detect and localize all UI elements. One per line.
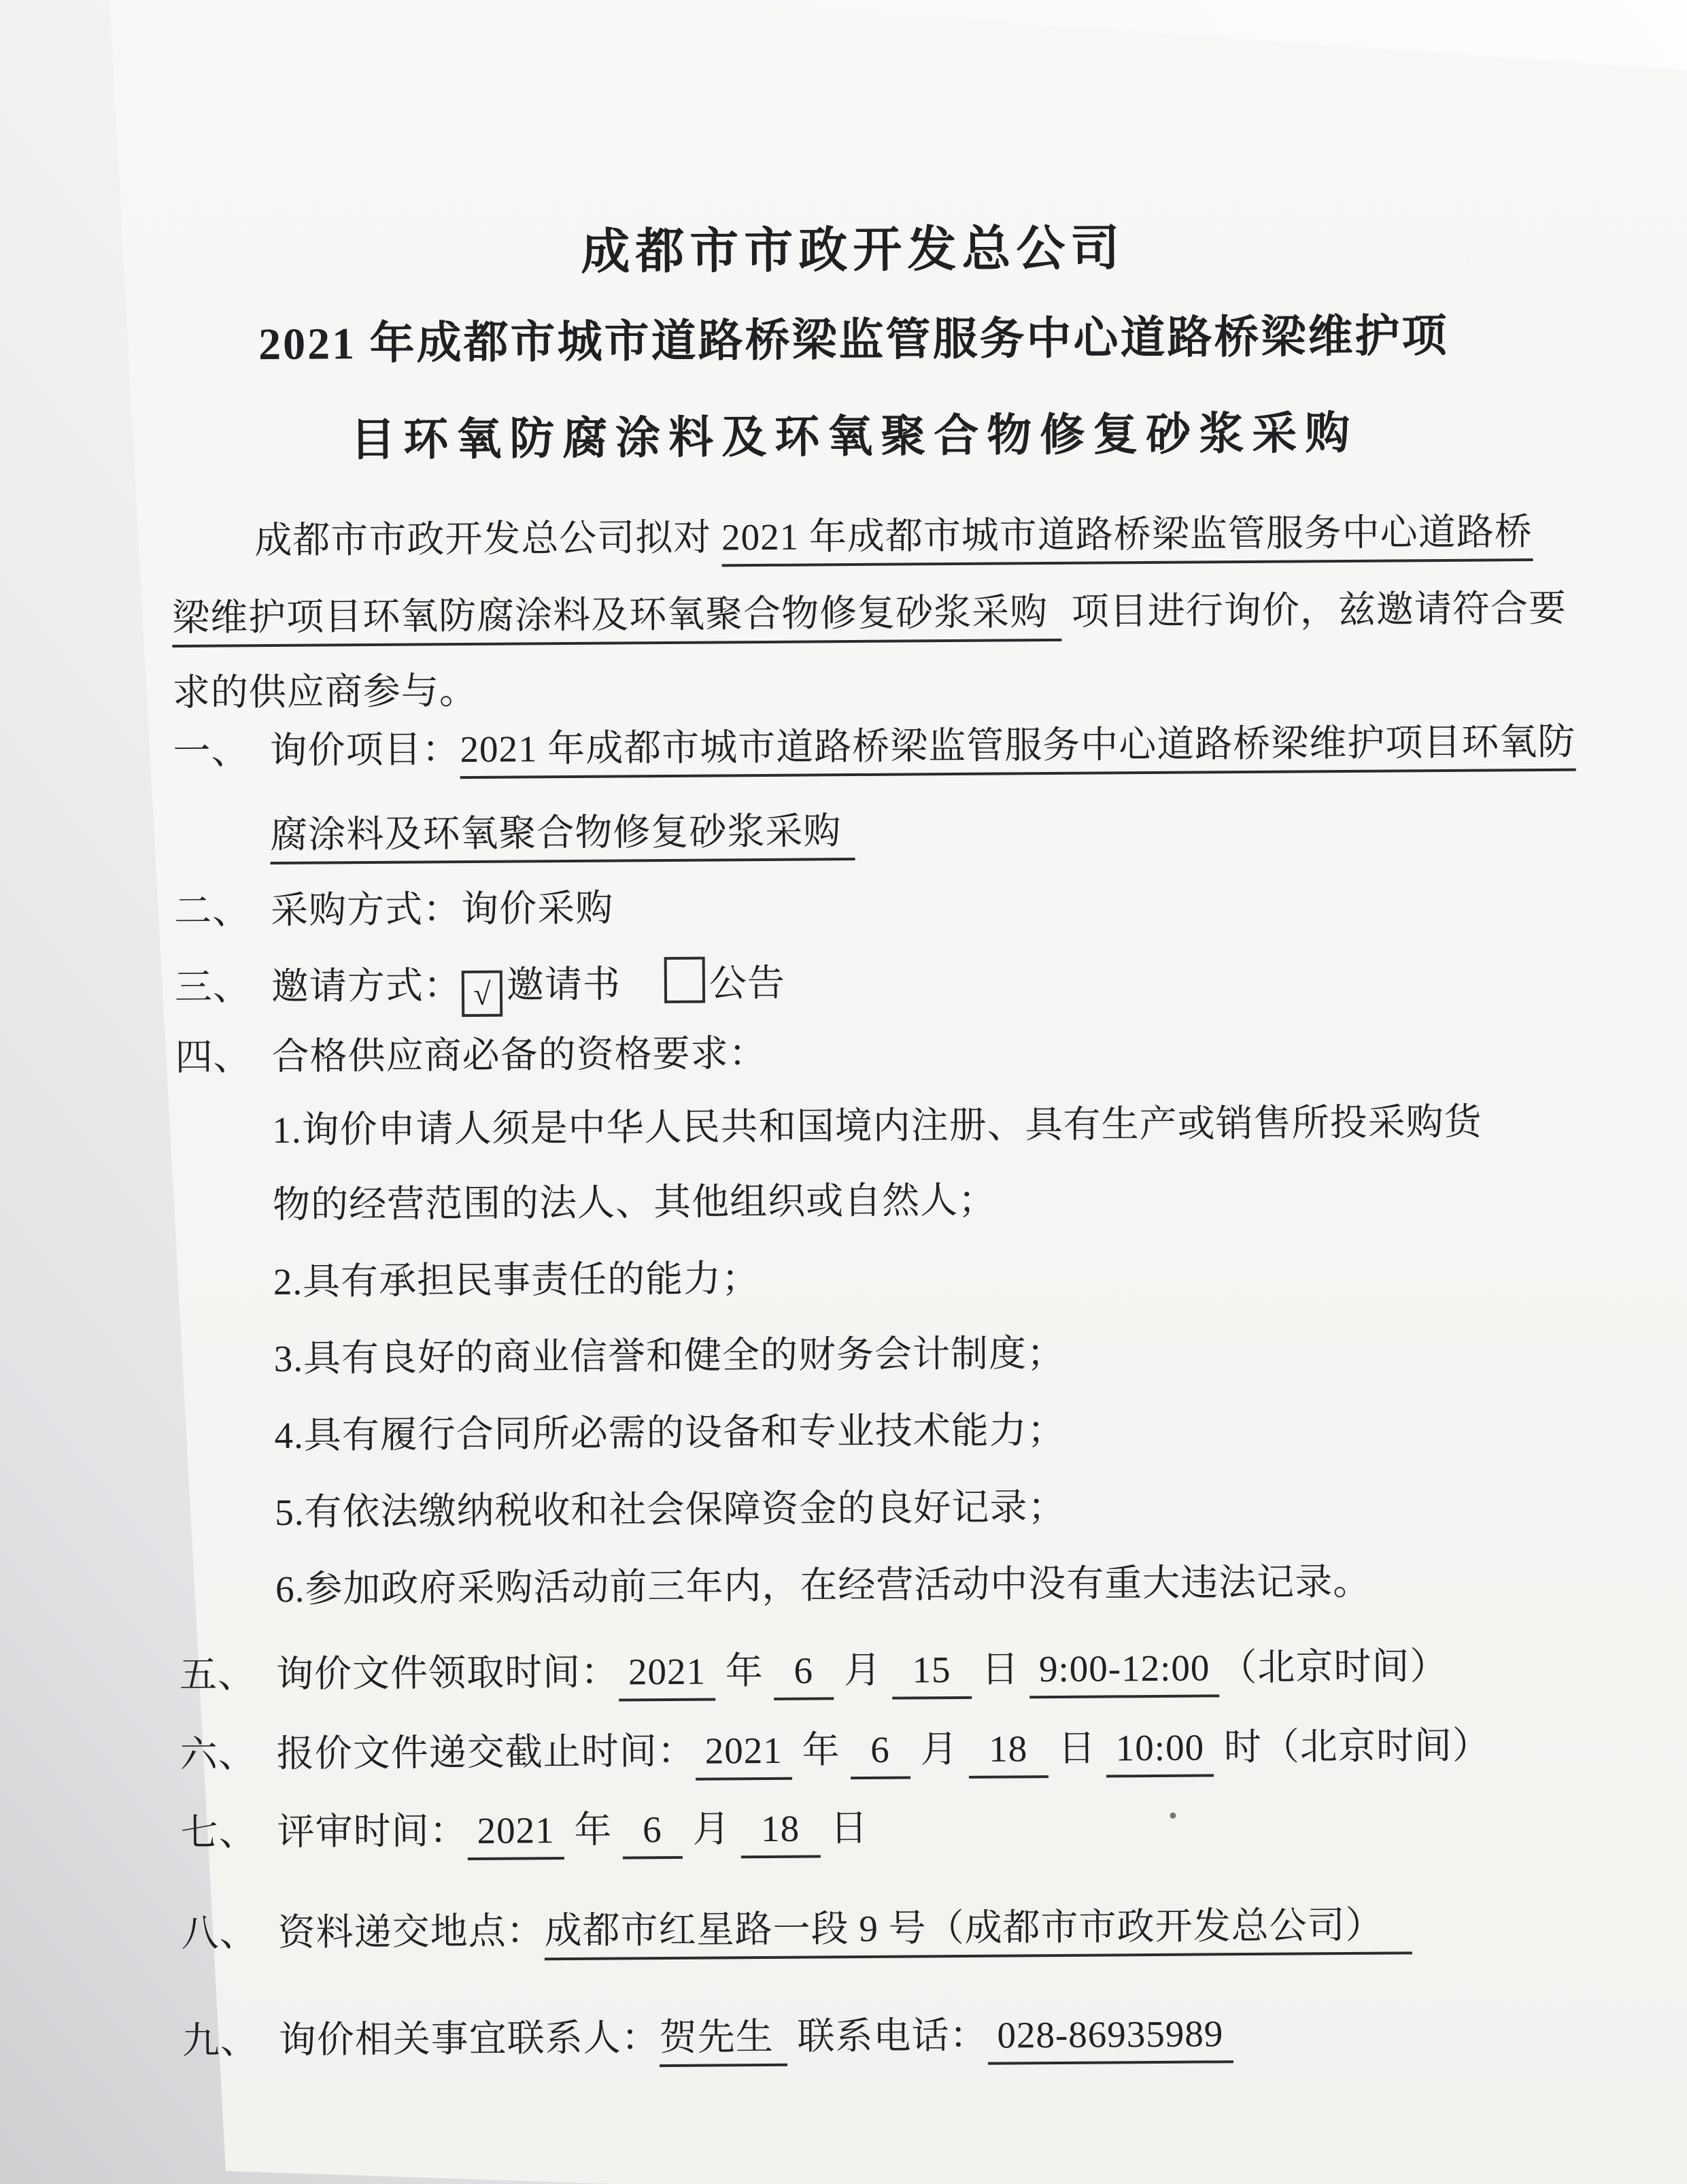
review-year-unit: 年 (574, 1809, 613, 1851)
item-3 (175, 951, 1542, 1019)
doc-title-line-2: 目环氧防腐涂料及环氧聚合物修复砂浆采购 (350, 408, 1359, 466)
item-4-sub-3 (177, 1325, 1640, 1384)
deadline-year: 2021 (696, 1729, 793, 1781)
intro-prefix: 成都市市政开发总公司拟对 (254, 516, 722, 562)
item-4-sub-2 (177, 1248, 1640, 1307)
item-2-value: 询价采购 (460, 887, 614, 930)
item-4-number: 四、 (175, 1036, 252, 1079)
contact-name-underline: 贺先生 (659, 2015, 787, 2068)
pickup-month: 6 (773, 1649, 834, 1700)
deadline-day-unit: 日 (1057, 1727, 1097, 1769)
item-9 (182, 2007, 1549, 2070)
pickup-year: 2021 (619, 1649, 716, 1701)
item-4-sub-4 (177, 1402, 1641, 1461)
item-9-number: 九、 (182, 2019, 258, 2062)
project-name-underline-2: 梁维护项目环氧防腐涂料及环氧聚合物修复砂浆采购 (172, 590, 1062, 648)
pickup-day: 15 (891, 1648, 972, 1700)
item-2-number: 二、 (173, 890, 251, 933)
intro-rest: 项目进行询价，兹邀请符合要 (1061, 587, 1567, 633)
pickup-day-unit: 日 (981, 1648, 1020, 1690)
item-4-sub-1-wrap: 物的经营范围的法人、其他组织或自然人； (272, 1179, 997, 1226)
item-4-sub-5 (178, 1479, 1641, 1538)
item-5-label: 询价文件领取时间： (275, 1651, 619, 1696)
deadline-time: 10:00 (1106, 1726, 1214, 1777)
item-3-option-1: 邀请书 (506, 963, 621, 1006)
item-1-label: 询价项目： (269, 728, 460, 772)
phone-number-underline: 028-86935989 (987, 2012, 1233, 2065)
project-name-underline-1: 2021 年成都市城市道路桥梁监管服务中心道路桥 (721, 510, 1533, 567)
sub-1-number: 1. (272, 1109, 302, 1152)
item-8 (181, 1900, 1548, 1963)
item-6 (180, 1721, 1548, 1784)
sub-6-number: 6. (275, 1568, 305, 1611)
org-title: 成都市市政开发总公司 (581, 221, 1125, 280)
review-month: 6 (622, 1808, 683, 1860)
sub-1-text: 询价申请人须是中华人民共和国境内注册、具有生产或销售所投采购货 (301, 1101, 1482, 1151)
item-4-sub-6 (179, 1556, 1642, 1615)
sub-2-text: 具有承担民事责任的能力； (302, 1258, 760, 1303)
item-2 (174, 877, 1541, 936)
sub-4-text: 具有履行合同所必需的设备和专业技术能力； (303, 1409, 1066, 1456)
deadline-day: 18 (968, 1727, 1049, 1779)
doc-title-line-1: 2021 年成都市城市道路桥梁监管服务中心道路桥梁维护项 (258, 311, 1449, 370)
sub-4-number: 4. (274, 1414, 304, 1457)
item-4-sub-1 (175, 1096, 1639, 1156)
phone-label: 联系电话： (797, 2014, 988, 2057)
document-content (168, 0, 1576, 2184)
intro-line-1 (171, 507, 1622, 571)
review-year: 2021 (467, 1809, 564, 1860)
deadline-timezone: （北京时间） (1261, 1724, 1491, 1768)
review-month-unit: 月 (692, 1808, 731, 1850)
pickup-time: 9:00-12:00 (1029, 1646, 1220, 1698)
review-day-unit: 日 (830, 1807, 869, 1849)
review-day: 18 (740, 1807, 821, 1858)
sub-3-text: 具有良好的商业信誉和健全的财务会计制度； (303, 1332, 1066, 1379)
item-4-label: 合格供应商必备的资格要求： (271, 1032, 767, 1078)
pickup-month-unit: 月 (843, 1649, 882, 1692)
item-1 (173, 718, 1576, 781)
item-9-label: 询价相关事宜联系人： (278, 2017, 660, 2061)
pickup-year-unit: 年 (725, 1650, 764, 1692)
intro-line-3: 求的供应商参与。 (172, 669, 478, 714)
delivery-address-underline: 成都市红星路一段 9 号（成都市市政开发总公司） (544, 1903, 1412, 1960)
item-3-label: 邀请方式： (271, 964, 462, 1008)
invitation-checkbox-checked: √ (462, 971, 502, 1017)
sub-5-number: 5. (275, 1491, 305, 1534)
deadline-month: 6 (850, 1728, 910, 1779)
item-3-option-2: 公告 (709, 962, 786, 1005)
item-6-label: 报价文件递交截止时间： (276, 1730, 696, 1775)
item-7 (180, 1799, 1548, 1862)
item-6-number: 六、 (180, 1733, 257, 1775)
item-8-number: 八、 (181, 1912, 258, 1954)
scan-artifact-dot (1170, 1813, 1176, 1819)
deadline-month-unit: 月 (920, 1728, 959, 1770)
sub-5-text: 有依法缴纳税收和社会保障资金的良好记录； (304, 1485, 1066, 1533)
deadline-year-unit: 年 (802, 1729, 840, 1771)
item-4 (175, 1024, 1541, 1082)
item-2-label: 采购方式： (270, 888, 462, 932)
sub-2-number: 2. (273, 1260, 303, 1303)
item-7-number: 七、 (180, 1811, 257, 1853)
item-8-label: 资料递交地点： (277, 1910, 545, 1953)
item-3-number: 三、 (174, 966, 252, 1009)
item-7-label: 评审时间： (277, 1810, 468, 1853)
intro-line-2 (171, 584, 1567, 648)
announcement-checkbox-empty (664, 957, 705, 1003)
item-5 (180, 1641, 1547, 1704)
item-5-number: 五、 (179, 1653, 256, 1696)
pickup-timezone: （北京时间） (1219, 1645, 1448, 1689)
item-1-project-underline-1: 2021 年成都市城市道路桥梁监管服务中心道路桥梁维护项目环氧防 (460, 720, 1575, 779)
sub-6-text: 参加政府采购活动前三年内，在经营活动中没有重大违法记录。 (305, 1560, 1371, 1610)
item-1-project-underline-2: 腐涂料及环氧聚合物修复砂浆采购 (270, 809, 855, 864)
item-1-wrap (173, 801, 1637, 865)
deadline-time-unit: 时 (1223, 1726, 1263, 1768)
sub-3-number: 3. (273, 1337, 304, 1380)
item-1-number: 一、 (173, 730, 250, 773)
